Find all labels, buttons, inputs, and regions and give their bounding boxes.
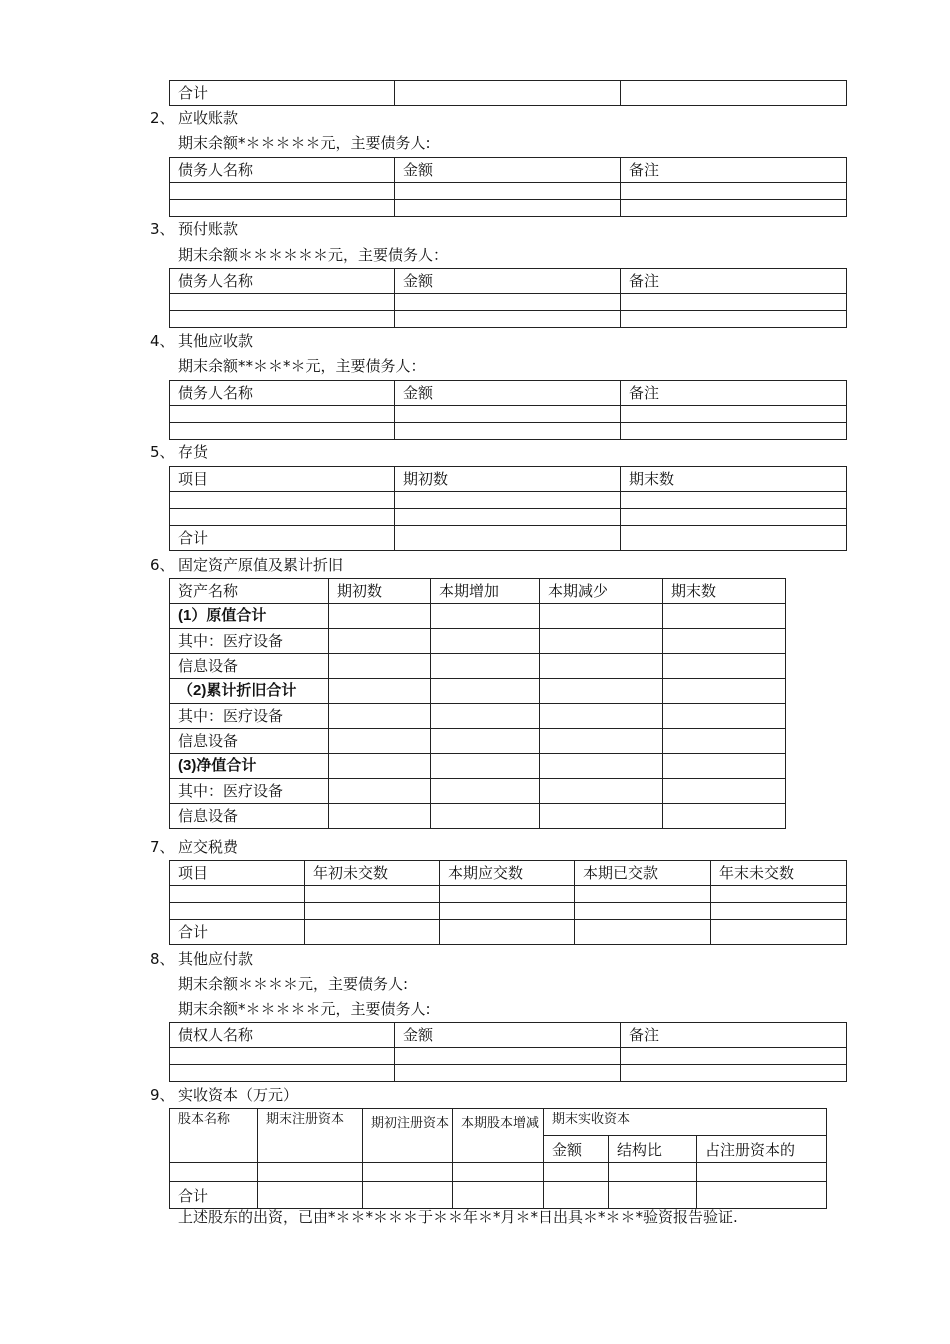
- total-label: 合计: [170, 920, 305, 945]
- inventory-table: [169, 466, 847, 551]
- row-label: 其中：医疗设备: [170, 629, 329, 654]
- header-item: 项目: [170, 467, 395, 492]
- header-creditor: 债权人名称: [170, 1023, 395, 1048]
- total-label: 合计: [170, 81, 395, 106]
- header-open: 期初数: [329, 579, 431, 604]
- header-debtor: 债务人名称: [170, 269, 395, 294]
- section-3-heading: 3、 预付账款: [150, 220, 239, 238]
- other-receivables-table: [169, 380, 847, 440]
- header-debtor: 债务人名称: [170, 158, 395, 183]
- section-7-heading: 7、 应交税费: [150, 838, 239, 856]
- header-note: 备注: [621, 1023, 847, 1048]
- top-table: [169, 80, 847, 106]
- row-label: 信息设备: [170, 729, 329, 754]
- row-label: (3)净值合计: [170, 754, 329, 779]
- header-note: 备注: [621, 269, 847, 294]
- row-label: 信息设备: [170, 804, 329, 829]
- other-payables-table: [169, 1022, 847, 1082]
- section-8-balance-2: 期末余额*＊＊＊＊＊元，主要债务人:: [178, 1000, 431, 1018]
- header-item: 项目: [170, 861, 305, 886]
- row-label: 其中：医疗设备: [170, 704, 329, 729]
- header-structure-ratio: 结构比: [609, 1136, 697, 1163]
- header-amount: 金额: [395, 1023, 621, 1048]
- row-label: 其中：医疗设备: [170, 779, 329, 804]
- header-paid: 本期已交款: [575, 861, 711, 886]
- header-increase: 本期增加: [431, 579, 540, 604]
- header-amount: 金额: [395, 269, 621, 294]
- header-unpaid-start: 年初未交数: [305, 861, 440, 886]
- header-note: 备注: [621, 158, 847, 183]
- header-asset-name: 资产名称: [170, 579, 329, 604]
- row-label: 信息设备: [170, 654, 329, 679]
- fixed-assets-table: [169, 578, 786, 829]
- verification-statement: 上述股东的出资，已由*＊＊*＊＊＊于＊＊年＊*月＊*日出具＊*＊＊*验资报告验证.: [178, 1208, 738, 1226]
- header-amount: 金额: [395, 158, 621, 183]
- section-4-heading: 4、 其他应收款: [150, 332, 254, 350]
- header-paid-in-end: 期末实收资本: [544, 1109, 827, 1136]
- row-label: (1）原值合计: [170, 604, 329, 629]
- prepayments-table: [169, 268, 847, 328]
- section-2-balance: 期末余额*＊＊＊＊＊元，主要债务人:: [178, 134, 431, 152]
- receivables-table: [169, 157, 847, 217]
- header-note: 备注: [621, 381, 847, 406]
- section-4-balance: 期末余额**＊＊*＊元，主要债务人：: [178, 357, 426, 375]
- total-label: 合计: [170, 526, 395, 551]
- section-9-heading: 9、 实收资本（万元）: [150, 1086, 299, 1104]
- header-ratio-of-registered: 占注册资本的: [697, 1136, 827, 1163]
- section-5-heading: 5、 存货: [150, 443, 209, 461]
- header-close: 期末数: [621, 467, 847, 492]
- total-label: 合计: [170, 1182, 258, 1209]
- header-amount: 金额: [395, 381, 621, 406]
- header-share-change: 本期股本增减: [453, 1109, 544, 1163]
- section-8-heading: 8、 其他应付款: [150, 950, 254, 968]
- section-2-heading: 2、 应收账款: [150, 109, 239, 127]
- header-amount: 金额: [544, 1136, 609, 1163]
- header-payable: 本期应交数: [440, 861, 575, 886]
- header-close: 期末数: [663, 579, 786, 604]
- paid-in-capital-table: [169, 1108, 827, 1209]
- header-debtor: 债务人名称: [170, 381, 395, 406]
- section-6-heading: 6、 固定资产原值及累计折旧: [150, 556, 344, 574]
- taxes-table: [169, 860, 847, 945]
- header-registered-start: 期初注册资本: [363, 1109, 453, 1163]
- header-decrease: 本期减少: [540, 579, 663, 604]
- header-unpaid-end: 年末未交数: [711, 861, 847, 886]
- header-share-name: 股本名称: [170, 1109, 258, 1163]
- section-3-balance: 期末余额＊＊＊＊＊＊元，主要债务人：: [178, 246, 449, 264]
- header-open: 期初数: [395, 467, 621, 492]
- header-registered-end: 期末注册资本: [258, 1109, 363, 1163]
- row-label: （2)累计折旧合计: [170, 679, 329, 704]
- section-8-balance-1: 期末余额＊＊＊＊元，主要债务人:: [178, 975, 409, 993]
